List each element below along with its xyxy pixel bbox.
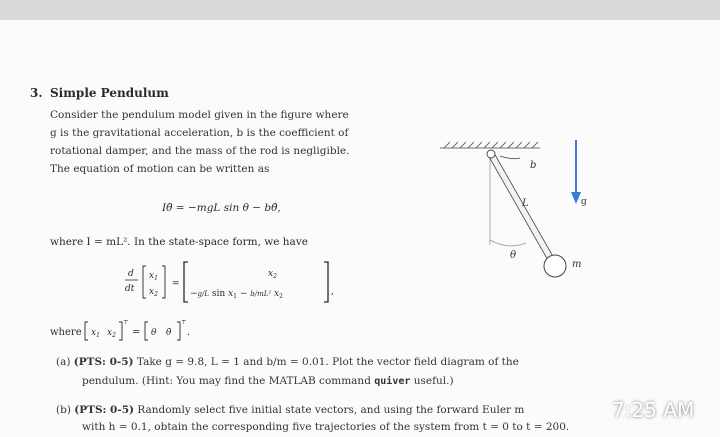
svg-text:,: , <box>331 287 334 297</box>
svg-text:=: = <box>172 279 180 289</box>
intro-line-3: rotational damper, and the mass of the rod is negligible. <box>50 145 350 157</box>
svg-text:x1: $x_1$ <box>149 271 158 282</box>
gravity-arrow <box>566 138 590 212</box>
label-b: b <box>530 160 537 171</box>
svg-text:⊤: ⊤ <box>123 319 129 326</box>
part-a-line-2: pendulum. (Hint: You may find the MATLAB command quiver useful.) <box>82 375 454 387</box>
label-theta: θ <box>510 250 517 261</box>
svg-text:θ: θ <box>151 328 157 338</box>
part-b-line-1: (b) (PTS: 0-5) Randomly select five initial state vectors, and using the forward Euler m <box>56 404 525 416</box>
svg-text:dt: dt <box>125 284 135 294</box>
svg-text:θ̇: θ̇ <box>166 328 172 338</box>
svg-text:−g/L sin x1 − b/mL² x2: −g/L $\sin x_1 - b/mL^2$ $x_2$ <box>190 289 283 300</box>
equation-of-motion: Iθ̈ = −mgL sin θ − bθ̇, <box>162 202 281 214</box>
problem-title: Simple Pendulum <box>50 86 169 100</box>
intro-line-1: Consider the pendulum model given in the figure where <box>50 109 349 121</box>
top-bar <box>0 0 720 20</box>
state-definition <box>50 316 250 346</box>
label-m: m <box>572 259 582 270</box>
pivot-joint <box>487 150 495 158</box>
svg-text:.: . <box>187 327 191 338</box>
part-a-line-1: (a) (PTS: 0-5) Take g = 9.8, L = 1 and b/m = 0.01. Plot the vector field diagram of the <box>56 356 519 368</box>
pendulum-bob <box>544 255 566 277</box>
label-g: g <box>581 197 587 207</box>
svg-text:=: = <box>132 327 141 338</box>
intro-line-4: The equation of motion can be written as <box>50 163 270 175</box>
intro-line-2: g is the gravitational acceleration, b is the coefficient of <box>50 127 349 139</box>
part-b-line-2: with h = 0.1, obtain the corresponding five trajectories of the system from t = 0 to t = 200. <box>82 421 570 433</box>
status-time: 7:25 AM <box>612 398 695 422</box>
svg-text:x2: $x_2$ <box>149 287 158 298</box>
state-space-equation <box>118 258 358 308</box>
svg-text:d: d <box>128 269 134 279</box>
angle-arc <box>490 240 526 246</box>
state-space-intro: where I = mL². In the state-space form, we have <box>50 236 308 248</box>
svg-text:where: where <box>50 327 82 338</box>
svg-text:x2: $x_2$ <box>268 269 277 280</box>
label-L: L <box>522 198 529 209</box>
svg-text:x2: $x_2$ <box>107 328 116 339</box>
svg-text:⊤: ⊤ <box>181 319 187 326</box>
damper-arc <box>500 156 520 159</box>
svg-text:x1: $x_1$ <box>91 328 100 339</box>
problem-number: 3. <box>30 86 43 100</box>
